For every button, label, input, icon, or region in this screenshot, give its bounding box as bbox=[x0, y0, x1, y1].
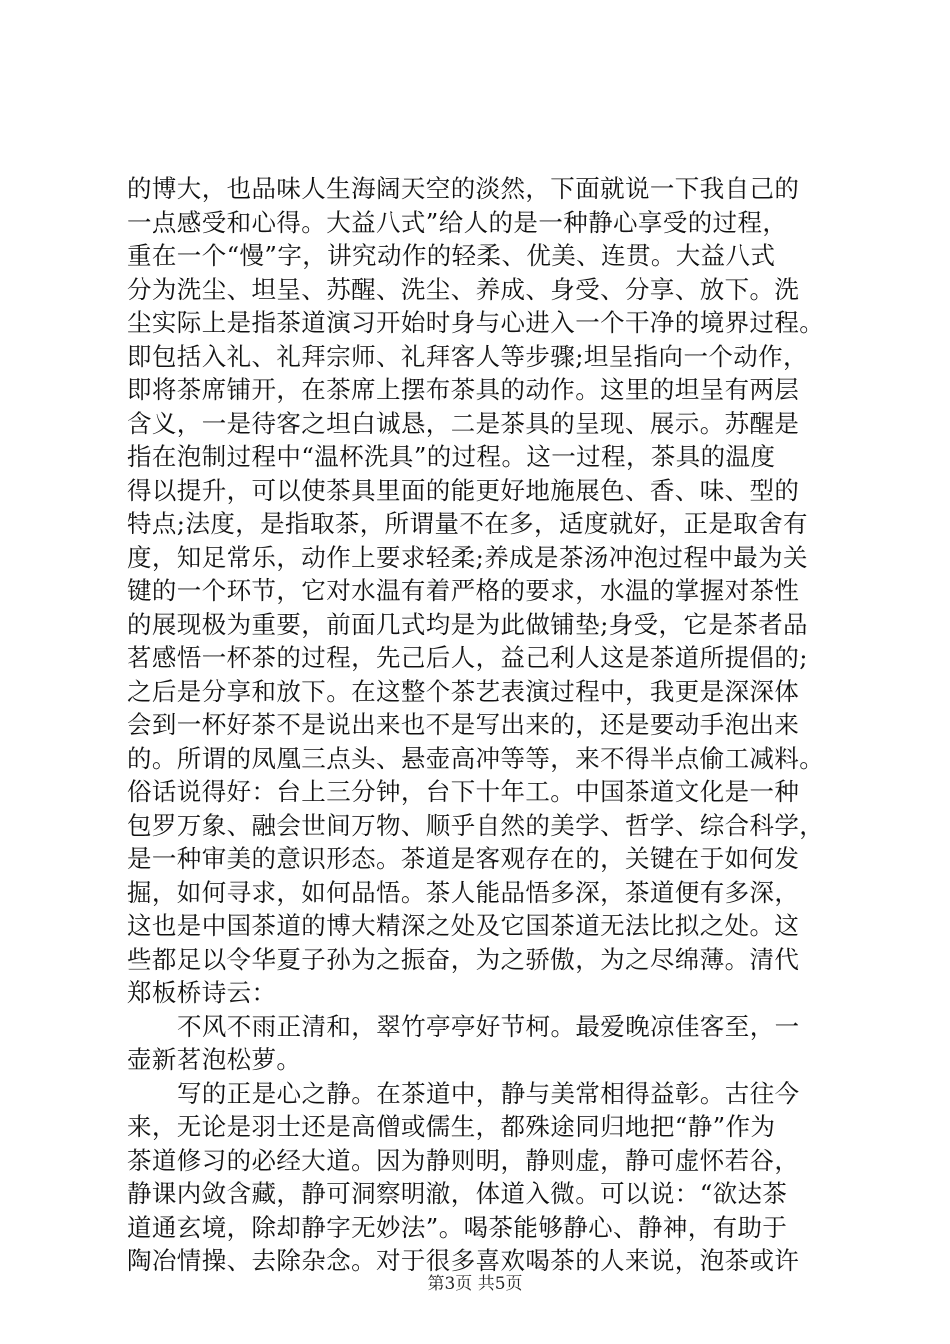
text-line: 重在一个“慢”字，讲究动作的轻柔、优美、连贯。大益八式 bbox=[127, 241, 776, 270]
text-line: 即将茶席铺开，在茶席上摆布茶具的动作。这里的坦呈有两层 bbox=[127, 375, 800, 404]
text-line: 键的一个环节，它对水温有着严格的要求，水温的掌握对茶性 bbox=[127, 576, 800, 605]
text-line: 尘实际上是指茶道演习开始时身与心进入一个干净的境界过程。 bbox=[127, 308, 825, 337]
text-line: 静课内敛含藏，静可洞察明澈，体道入微。可以说：“欲达茶 bbox=[127, 1179, 788, 1208]
text-line: 一点感受和心得。大益八式”给人的是一种静心享受的过程， bbox=[127, 207, 788, 237]
text-line: 茶道修习的必经大道。因为静则明，静则虚，静可虚怀若谷， bbox=[127, 1145, 800, 1175]
text-line: 郑板桥诗云： bbox=[127, 978, 277, 1007]
text-line: 茗感悟一杯茶的过程，先己后人，益己利人这是茶道所提倡的; bbox=[127, 643, 808, 672]
text-line: 不风不雨正清和，翠竹亭亭好节柯。最爱晚凉佳客至，一 bbox=[177, 1011, 800, 1041]
text-line: 的。所谓的凤凰三点头、悬壶高冲等等，来不得半点偷工减料。 bbox=[127, 743, 825, 773]
text-line: 陶冶情操、去除杂念。对于很多喜欢喝茶的人来说，泡茶或许 bbox=[127, 1246, 800, 1275]
text-line: 俗话说得好：台上三分钟，台下十年工。中国茶道文化是一种 bbox=[127, 777, 800, 806]
text-line: 掘，如何寻求，如何品悟。茶人能品悟多深，茶道便有多深， bbox=[127, 877, 800, 907]
text-line: 指在泡制过程中“温杯洗具”的过程。这一过程，茶具的温度 bbox=[127, 442, 776, 471]
text-line: 写的正是心之静。在茶道中，静与美常相得益彰。古往今 bbox=[177, 1078, 800, 1108]
text-line: 包罗万象、融会世间万物、顺乎自然的美学、哲学、综合科学， bbox=[127, 810, 825, 840]
text-line: 是一种审美的意识形态。茶道是客观存在的，关键在于如何发 bbox=[127, 844, 800, 873]
text-line: 特点;法度，是指取茶，所谓量不在多，适度就好，正是取舍有 bbox=[127, 509, 808, 538]
text-line: 道通玄境，除却静字无妙法”。喝茶能够静心、静神，有助于 bbox=[127, 1212, 788, 1242]
text-line: 即包括入礼、礼拜宗师、礼拜客人等步骤;坦呈指向一个动作， bbox=[127, 341, 808, 371]
text-line: 得以提升，可以使茶具里面的能更好地施展色、香、味、型的 bbox=[127, 475, 800, 505]
text-line: 的展现极为重要，前面几式均是为此做铺垫;身受，它是茶者品 bbox=[127, 609, 808, 639]
text-line: 这也是中国茶道的博大精深之处及它国茶道无法比拟之处。这 bbox=[127, 911, 800, 940]
text-line: 度，知足常乐，动作上要求轻柔;养成是茶汤冲泡过程中最为关 bbox=[127, 542, 808, 572]
text-line: 会到一杯好茶不是说出来也不是写出来的，还是要动手泡出来 bbox=[127, 710, 800, 739]
text-line: 分为洗尘、坦呈、苏醒、洗尘、养成、身受、分享、放下。洗 bbox=[127, 274, 800, 304]
text-line: 含义，一是待客之坦白诚恳，二是茶具的呈现、展示。苏醒是 bbox=[127, 408, 800, 438]
body-text bbox=[127, 172, 847, 1278]
text-line: 的博大，也品味人生海阔天空的淡然，下面就说一下我自己的 bbox=[127, 174, 800, 203]
text-line: 来，无论是羽士还是高僧或儒生，都殊途同归地把“静”作为 bbox=[127, 1112, 776, 1141]
page-footer: 第3页 共5页 bbox=[427, 1274, 523, 1294]
text-line: 些都足以令华夏子孙为之振奋，为之骄傲，为之尽绵薄。清代 bbox=[127, 944, 800, 974]
text-line: 壶新茗泡松萝。 bbox=[127, 1045, 302, 1074]
text-line: 之后是分享和放下。在这整个茶艺表演过程中，我更是深深体 bbox=[127, 676, 800, 706]
